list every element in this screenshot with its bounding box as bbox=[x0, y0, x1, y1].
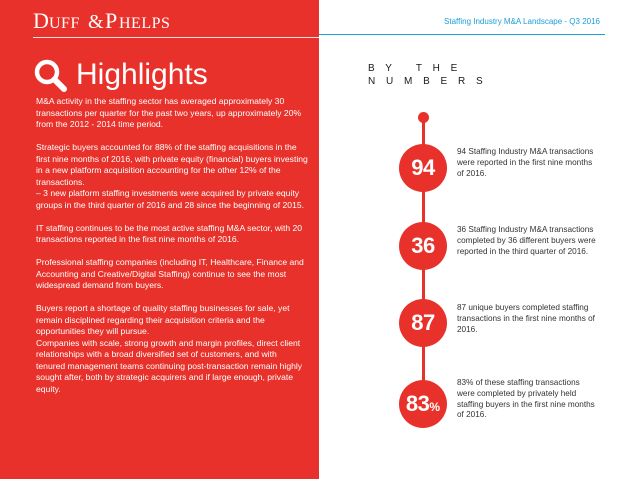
btn-title-line: B Y T H E bbox=[368, 63, 462, 74]
company-logo bbox=[33, 9, 213, 39]
svg-text:&: & bbox=[88, 11, 105, 33]
stat-description: 87 unique buyers completed staffing transactions in the first nine months of 2016. bbox=[457, 303, 595, 334]
highlights-title: Highlights bbox=[76, 58, 208, 91]
highlights-body bbox=[36, 96, 308, 395]
svg-text:UFF: UFF bbox=[49, 15, 80, 32]
page-header-title: Staffing Industry M&A Landscape - Q3 2016 bbox=[444, 17, 600, 26]
highlight-paragraph: Professional staffing companies (including IT, Healthcare, Finance and Accounting and Creative/Digital Staffing) continue to see the most widespread demand from buyers. bbox=[36, 257, 304, 290]
svg-text:P: P bbox=[105, 9, 118, 33]
stat-circle bbox=[399, 222, 447, 270]
stat-value: 83 bbox=[405, 391, 430, 416]
svg-text:D: D bbox=[33, 9, 50, 33]
logo-divider bbox=[33, 37, 319, 38]
stat-circle bbox=[399, 299, 447, 347]
stat-value: 36 bbox=[411, 233, 435, 258]
logo-wordmark bbox=[33, 9, 213, 33]
stat-circle bbox=[399, 380, 447, 428]
header-divider bbox=[319, 34, 605, 35]
svg-text:HELPS: HELPS bbox=[119, 15, 171, 32]
stat-suffix: % bbox=[429, 400, 441, 414]
stat-description: 83% of these staffing transactions were completed by privately held staffing buyers in the first nine months of 2016. bbox=[457, 378, 595, 420]
stat-value: 94 bbox=[411, 155, 435, 180]
stat-description: 36 Staffing Industry M&A transactions completed by 36 different buyers were reported in the third quarter of 2016. bbox=[457, 225, 596, 256]
highlight-paragraph: Buyers report a shortage of quality staffing businesses for sale, yet remain disciplined regarding their acquisition criteria and the opportunities they will pursue. Companies with scale, strong growth and margin profiles, direct client relationships with a broad diversified set of customers, and with tenured management teams continuing post-transaction remain highly sought after, both by strategic acquirers and if large enough, private equity. bbox=[36, 303, 303, 394]
highlight-paragraph: Strategic buyers accounted for 88% of the staffing acquisitions in the first nine months of 2016, with private equity (financial) buyers investing in a new platform acquisition accounting for the other 12% of the transactions. – 3 new platform staffing investments were acquired by private equity groups in the third quarter of 2016 and 28 since the beginning of 2015. bbox=[36, 142, 308, 210]
highlights-heading bbox=[33, 57, 208, 93]
timeline-start-dot bbox=[418, 112, 429, 123]
by-the-numbers-title bbox=[368, 62, 487, 88]
stat-value: 87 bbox=[411, 310, 435, 335]
search-icon bbox=[33, 58, 67, 92]
stat-circle bbox=[399, 144, 447, 192]
stat-description: 94 Staffing Industry M&A transactions were reported in the first nine months of 2016. bbox=[457, 147, 594, 178]
btn-title-line: N U M B E R S bbox=[368, 76, 487, 87]
highlight-paragraph: IT staffing continues to be the most active staffing M&A sector, with 20 transactions reported in the first nine months of 2016. bbox=[36, 222, 303, 244]
highlight-paragraph: M&A activity in the staffing sector has averaged approximately 30 transactions per quarter for the past two years, up approximately 20% from the 2012 - 2014 time period. bbox=[36, 96, 302, 129]
